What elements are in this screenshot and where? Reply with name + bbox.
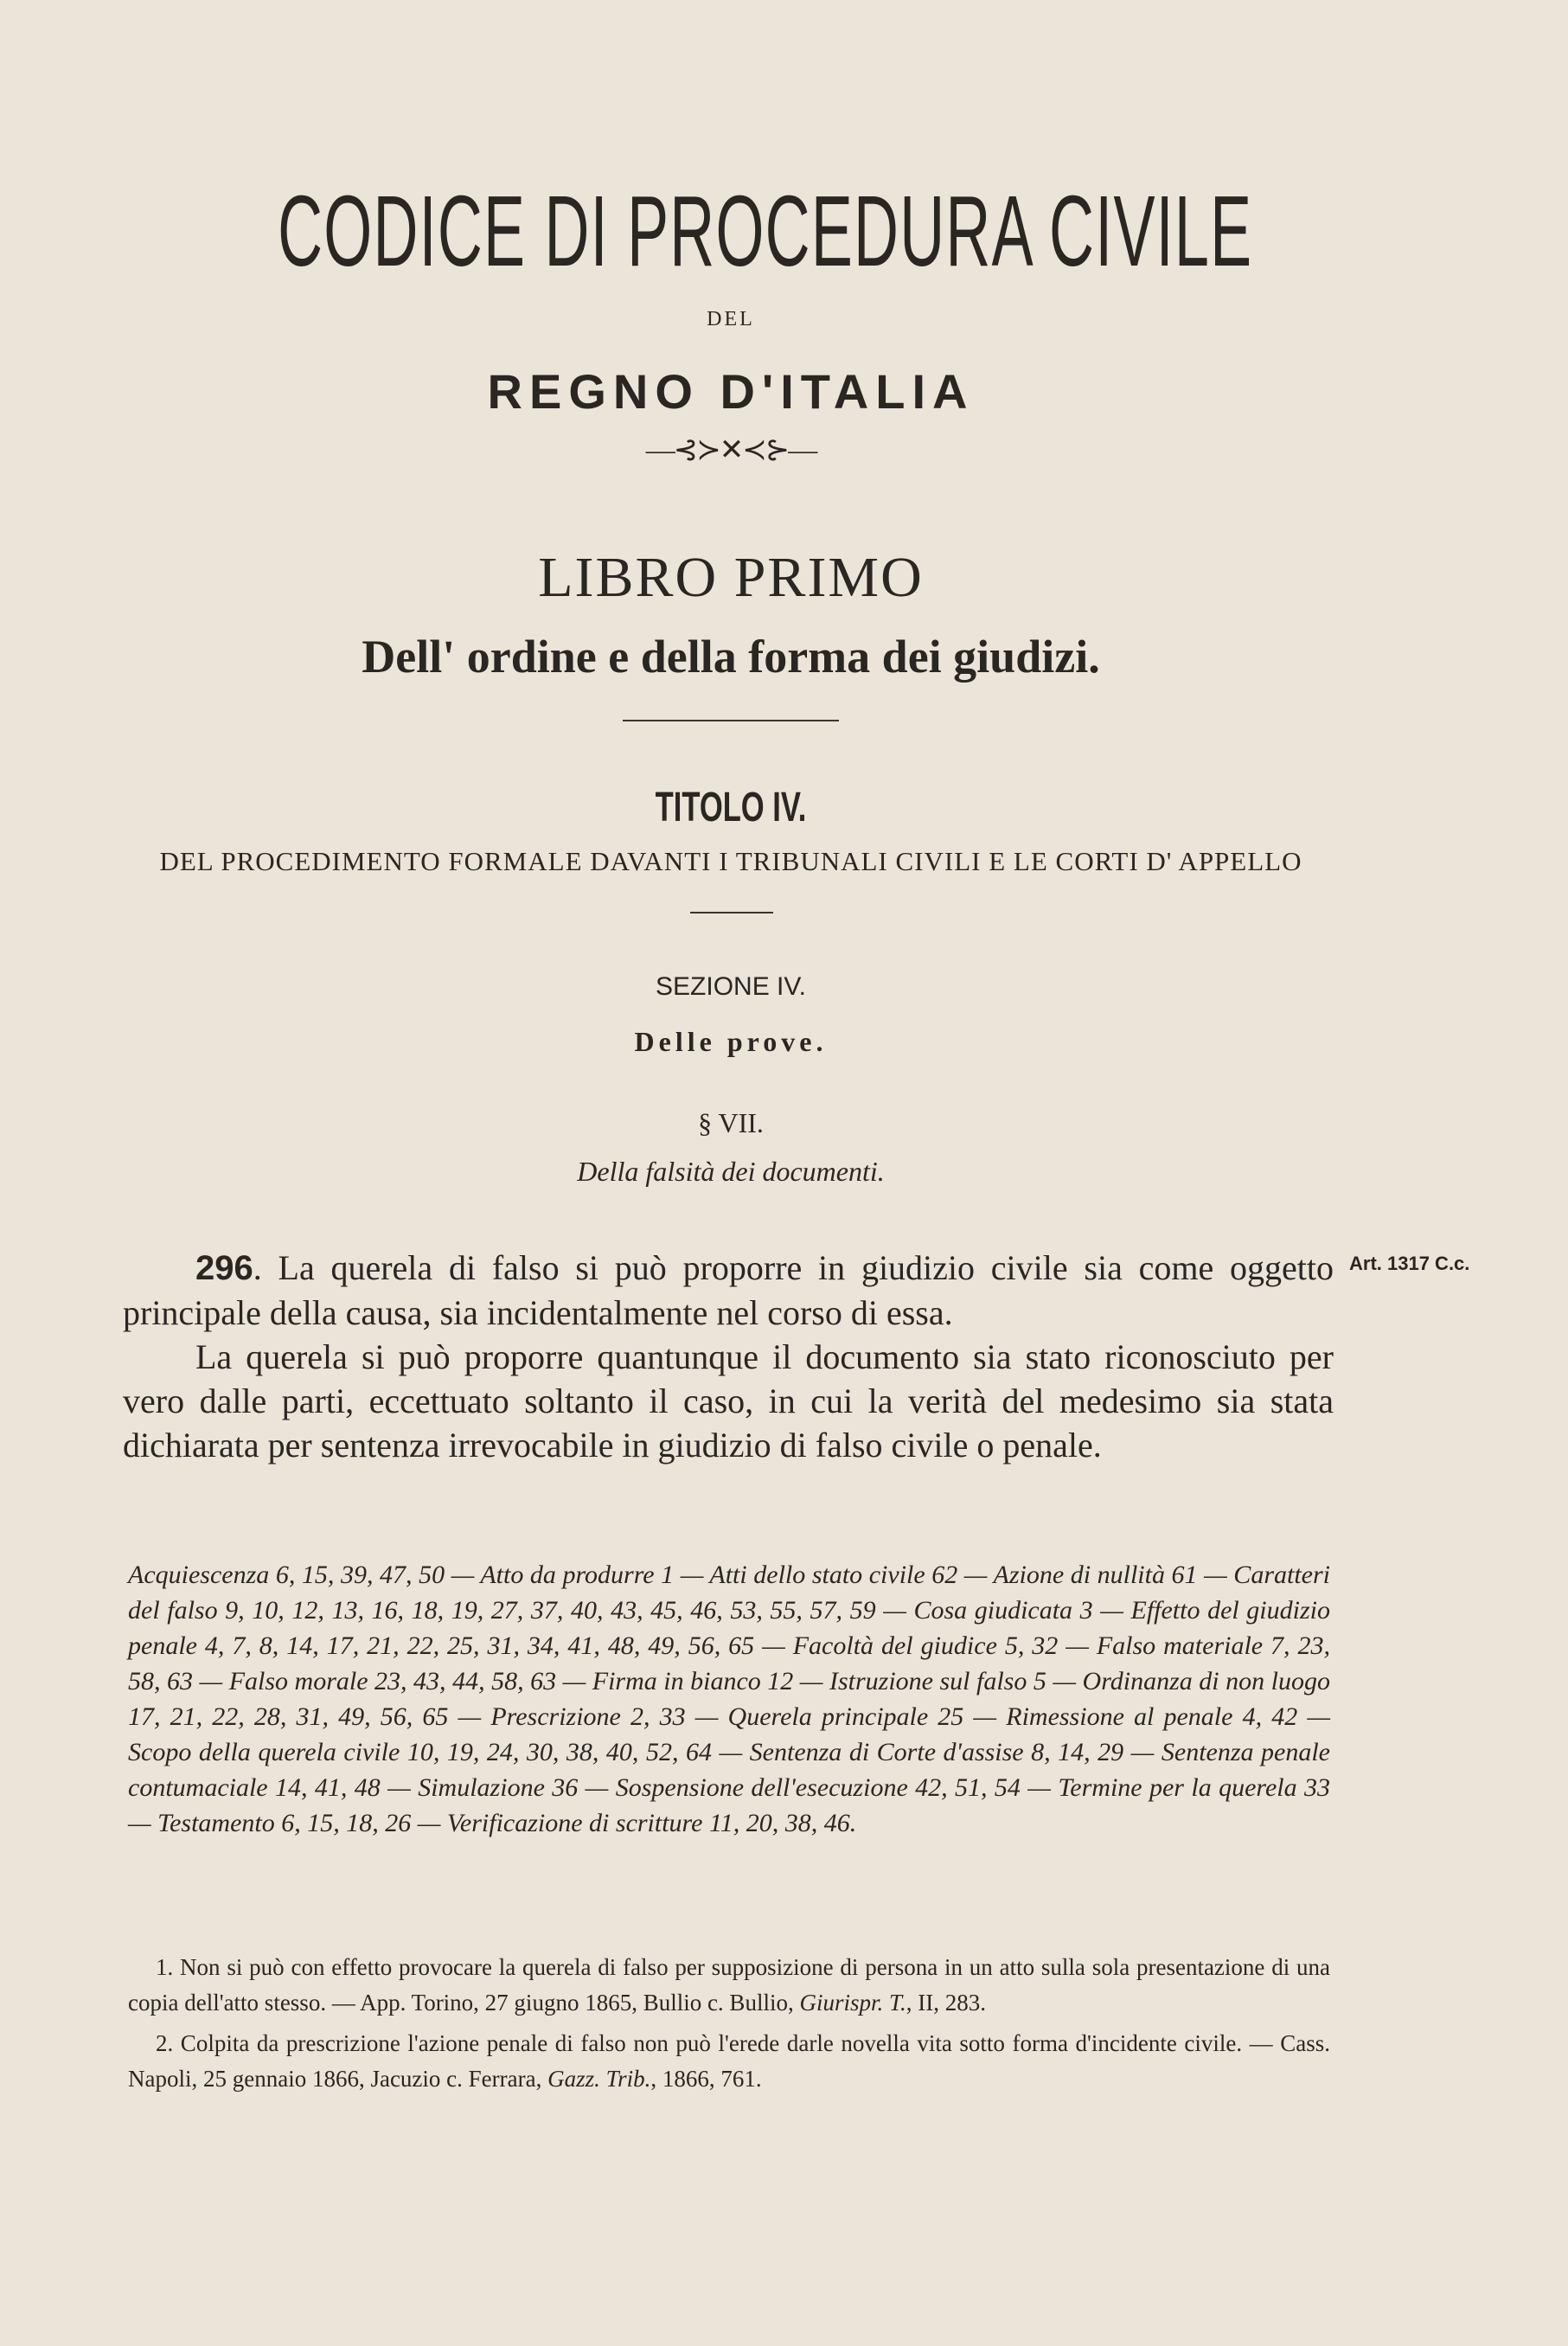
main-title: CODICE DI PROCEDURA CIVILE bbox=[278, 175, 1253, 287]
sezione-label: SEZIONE IV. bbox=[656, 972, 806, 1001]
del-label: DEL bbox=[707, 308, 755, 330]
titolo-label: TITOLO IV. bbox=[655, 785, 807, 830]
margin-reference: Art. 1317 C.c. bbox=[1349, 1253, 1470, 1274]
footnote bbox=[128, 2026, 1330, 2097]
subject-index: Acquiescenza 6, 15, 39, 47, 50 — Atto da produrre 1 — Atti dello stato civile 62 — Azione di nullità 61 — Caratteri del falso 9, 10, 12, 13, 16, 18, 19, 27, 37, 40, 43, 45, 46, 53, 55, 57, 59 — Cosa giudicata 3 — Effetto del giudizio penale 4, 7, 8, 14, 17, 21, 22, 25, 31, 34, 41, 48, 49, 56, 65 — Facoltà del giudice 5, 32 — Falso materiale 7, 23, 58, 63 — Falso morale 23, 43, 44, 58, 63 — Firma in bianco 12 — Istruzione sul falso 5 — Ordinanza di non luogo 17, 21, 22, 28, 31, 49, 56, 65 — Prescrizione 2, 33 — Querela principale 25 — Rimessione al penale 4, 42 — Scopo della querela civile 10, 19, 24, 30, 38, 40, 52, 64 — Sentenza di Corte d'assise 8, 14, 29 — Sentenza penale contumaciale 14, 41, 48 — Simulazione 36 — Sospensione dell'esecuzione 42, 51, 54 — Termine per la querela 33 — Testamento 6, 15, 18, 26 — Verificazione di scritture 11, 20, 38, 46. bbox=[128, 1561, 1330, 1837]
footnote-tail: , II, 283. bbox=[906, 1990, 986, 2016]
article-paragraph bbox=[123, 1246, 1334, 1335]
footnote-source: Giurispr. T. bbox=[799, 1990, 906, 2016]
paragraph-subtitle: Della falsità dei documenti. bbox=[577, 1156, 885, 1187]
footnote-tail: , 1866, 761. bbox=[650, 2066, 762, 2092]
divider-rule bbox=[623, 720, 839, 721]
article-body bbox=[123, 1246, 1334, 1467]
book-subtitle: Dell' ordine e della forma dei giudizi. bbox=[362, 631, 1100, 683]
footnote-source: Gazz. Trib. bbox=[547, 2066, 651, 2092]
sezione-subtitle: Delle prove. bbox=[634, 1026, 828, 1057]
footnotes bbox=[128, 1950, 1330, 2102]
divider-rule bbox=[690, 912, 773, 913]
footnote-text: 1. Non si può con effetto provocare la querela di falso per supposizione di persona in un atto sulla sola presentazione di una copia dell'atto stesso. — App. Torino, 27 giugno 1865, Bullio c. Bullio, bbox=[128, 1954, 1330, 2016]
footnote-text: 2. Colpita da prescrizione l'azione penale di falso non può l'erede darle novella vita sotto forma d'incidente civile. — Cass. Napoli, 25 gennaio 1866, Jacuzio c. Ferrara, bbox=[128, 2030, 1330, 2092]
footnote bbox=[128, 1950, 1330, 2021]
article-para1: . La querela di falso si può proporre in giudizio civile sia come oggetto principale della causa, sia incidentalmente nel corso di essa. bbox=[123, 1248, 1334, 1332]
ornament-divider: —⊰≻✕≺⊱— bbox=[645, 434, 816, 466]
article-number: 296 bbox=[195, 1249, 253, 1287]
titolo-subtitle: DEL PROCEDIMENTO FORMALE DAVANTI I TRIBUNALI CIVILI E LE CORTI D' APPELLO bbox=[159, 846, 1302, 876]
book-title: LIBRO PRIMO bbox=[538, 546, 924, 609]
article-paragraph: La querela si può proporre quantunque il documento sia stato riconosciuto per vero dalle parti, eccettuato soltanto il caso, in cui la verità del medesimo sia stata dichiarata per sentenza irrevocabile in giudizio di falso civile o penale. bbox=[123, 1337, 1334, 1465]
regno-title: REGNO D'ITALIA bbox=[487, 364, 975, 419]
paragraph-label: § VII. bbox=[698, 1107, 764, 1138]
